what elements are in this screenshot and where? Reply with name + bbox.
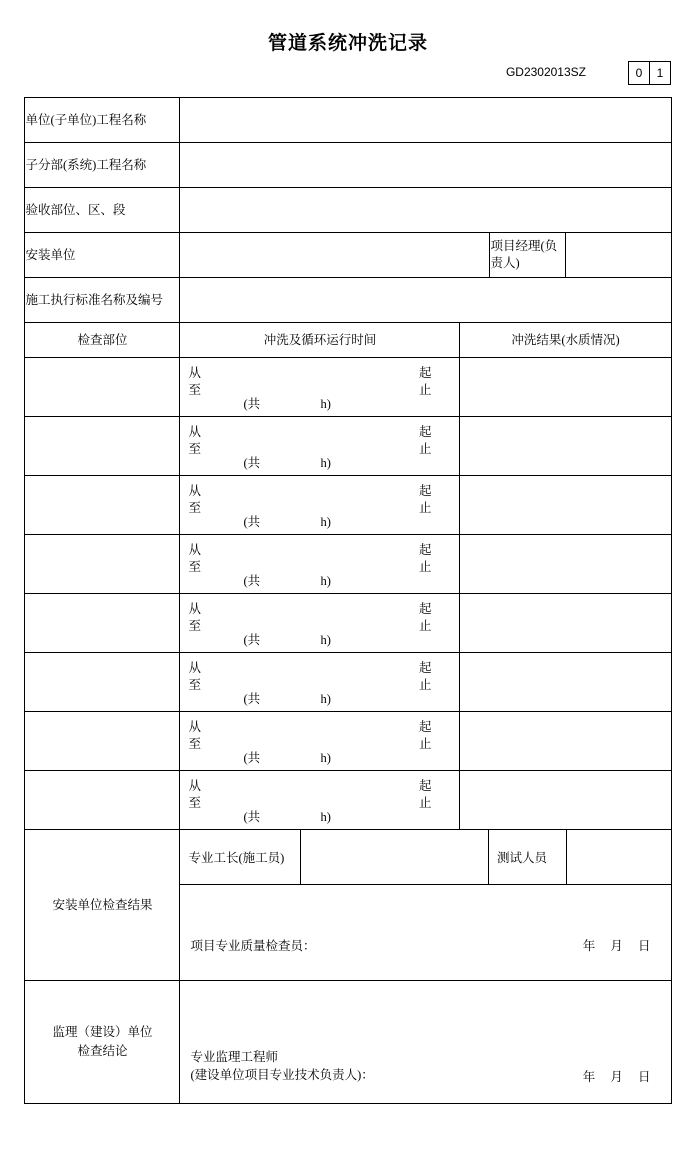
table-header-row bbox=[25, 323, 671, 358]
label-hour-unit: h) bbox=[320, 574, 331, 588]
cell-result[interactable] bbox=[460, 476, 671, 535]
cell-part[interactable] bbox=[25, 358, 180, 417]
table-row-project-name bbox=[25, 98, 671, 143]
supervision-block[interactable] bbox=[180, 981, 671, 1104]
cell-part[interactable] bbox=[25, 712, 180, 771]
label-supervision-line2: 检查结论 bbox=[77, 1044, 128, 1058]
column-header-time: 冲洗及循环运行时间 bbox=[180, 323, 460, 358]
value-acceptance-part[interactable] bbox=[180, 188, 671, 233]
label-total-prefix: (共 bbox=[243, 751, 261, 765]
form-code: GD2302013SZ bbox=[505, 65, 586, 79]
label-total-prefix: (共 bbox=[243, 692, 261, 706]
table-row bbox=[25, 417, 671, 476]
page-title: 管道系统冲洗记录 bbox=[267, 33, 428, 54]
label-install-unit: 安装单位 bbox=[25, 233, 180, 278]
label-stop: 止 bbox=[418, 796, 432, 810]
label-hour-unit: h) bbox=[320, 810, 331, 824]
cell-result[interactable] bbox=[460, 358, 671, 417]
label-tester: 测试人员 bbox=[488, 830, 566, 885]
label-start: 起 bbox=[418, 425, 432, 439]
cell-part[interactable] bbox=[25, 771, 180, 830]
record-form-table bbox=[24, 97, 671, 1104]
label-to: 至 bbox=[188, 560, 201, 574]
column-header-result: 冲洗结果(水质情况) bbox=[460, 323, 671, 358]
value-foreman[interactable] bbox=[300, 830, 488, 885]
label-start: 起 bbox=[418, 543, 432, 557]
cell-part[interactable] bbox=[25, 476, 180, 535]
label-from: 从 bbox=[188, 484, 201, 498]
supervision-signature bbox=[190, 1048, 373, 1086]
value-install-unit[interactable] bbox=[180, 233, 490, 278]
label-project-manager: 项目经理(负责人) bbox=[490, 233, 566, 278]
label-to: 至 bbox=[188, 619, 201, 633]
label-from: 从 bbox=[188, 602, 201, 616]
table-row-acceptance-part bbox=[25, 188, 671, 233]
cell-result[interactable] bbox=[460, 771, 671, 830]
cell-time[interactable] bbox=[180, 535, 460, 594]
label-acceptance-part: 验收部位、区、段 bbox=[25, 188, 180, 233]
page-number-box-1: 0 bbox=[628, 61, 650, 85]
label-subproject-name: 子分部(系统)工程名称 bbox=[25, 143, 180, 188]
label-stop: 止 bbox=[418, 737, 432, 751]
supervision-signer-line1: 专业监理工程师 bbox=[190, 1049, 278, 1064]
cell-part[interactable] bbox=[25, 417, 180, 476]
label-install-result: 安装单位检查结果 bbox=[25, 830, 180, 981]
time-entry[interactable] bbox=[180, 653, 459, 711]
label-total-prefix: (共 bbox=[243, 397, 261, 411]
cell-part[interactable] bbox=[25, 653, 180, 712]
time-entry[interactable] bbox=[180, 712, 459, 770]
time-entry[interactable] bbox=[180, 594, 459, 652]
table-row bbox=[25, 358, 671, 417]
table-row-supervision bbox=[25, 981, 671, 1104]
label-from: 从 bbox=[188, 661, 201, 675]
value-project-name[interactable] bbox=[180, 98, 671, 143]
label-hour-unit: h) bbox=[320, 515, 331, 529]
label-hour-unit: h) bbox=[320, 751, 331, 765]
cell-time[interactable] bbox=[180, 417, 460, 476]
label-start: 起 bbox=[418, 366, 432, 380]
label-start: 起 bbox=[418, 720, 432, 734]
table-row bbox=[25, 712, 671, 771]
table-row-install-unit bbox=[25, 233, 671, 278]
label-total-prefix: (共 bbox=[243, 810, 261, 824]
label-to: 至 bbox=[188, 501, 201, 515]
label-quality-inspector: 项目专业质量检查员： bbox=[190, 939, 316, 953]
time-entry[interactable] bbox=[180, 358, 459, 416]
label-foreman: 专业工长(施工员) bbox=[180, 830, 300, 885]
cell-time[interactable] bbox=[180, 358, 460, 417]
time-entry[interactable] bbox=[180, 476, 459, 534]
label-stop: 止 bbox=[418, 678, 432, 692]
page-number-boxes bbox=[628, 61, 671, 85]
value-subproject-name[interactable] bbox=[180, 143, 671, 188]
label-from: 从 bbox=[188, 779, 201, 793]
label-total-prefix: (共 bbox=[243, 633, 261, 647]
label-to: 至 bbox=[188, 442, 201, 456]
label-total-prefix: (共 bbox=[243, 574, 261, 588]
time-entry[interactable] bbox=[180, 771, 459, 829]
table-row-standard bbox=[25, 278, 671, 323]
label-to: 至 bbox=[188, 678, 201, 692]
label-hour-unit: h) bbox=[320, 633, 331, 647]
label-supervision-line1: 监理（建设）单位 bbox=[52, 1025, 153, 1040]
cell-time[interactable] bbox=[180, 476, 460, 535]
code-row bbox=[0, 61, 696, 91]
label-stop: 止 bbox=[418, 501, 432, 515]
cell-result[interactable] bbox=[460, 535, 671, 594]
page-number-box-2: 1 bbox=[650, 61, 671, 85]
label-project-name: 单位(子单位)工程名称 bbox=[25, 98, 180, 143]
label-to: 至 bbox=[188, 796, 201, 810]
label-stop: 止 bbox=[418, 560, 432, 574]
cell-time[interactable] bbox=[180, 771, 460, 830]
label-start: 起 bbox=[418, 602, 432, 616]
label-from: 从 bbox=[188, 425, 201, 439]
time-entry[interactable] bbox=[180, 535, 459, 593]
column-header-part: 检查部位 bbox=[25, 323, 180, 358]
label-to: 至 bbox=[188, 383, 201, 397]
cell-result[interactable] bbox=[460, 653, 671, 712]
cell-part[interactable] bbox=[25, 535, 180, 594]
table-row bbox=[25, 771, 671, 830]
cell-result[interactable] bbox=[460, 712, 671, 771]
install-result-inner bbox=[180, 830, 670, 980]
label-from: 从 bbox=[188, 720, 201, 734]
time-entry[interactable] bbox=[180, 417, 459, 475]
cell-time[interactable] bbox=[180, 653, 460, 712]
table-row-subproject-name bbox=[25, 143, 671, 188]
value-standard[interactable] bbox=[180, 278, 671, 323]
label-hour-unit: h) bbox=[320, 397, 331, 411]
label-install-date: 年 月 日 bbox=[582, 939, 657, 953]
label-supervision bbox=[25, 981, 180, 1104]
install-result-signatures bbox=[180, 830, 671, 885]
cell-result[interactable] bbox=[460, 417, 671, 476]
install-result-block bbox=[180, 830, 671, 981]
table-row-install-result bbox=[25, 830, 671, 981]
table-row bbox=[25, 535, 671, 594]
table-row bbox=[25, 594, 671, 653]
table-row bbox=[25, 476, 671, 535]
label-hour-unit: h) bbox=[320, 692, 331, 706]
label-from: 从 bbox=[188, 366, 201, 380]
supervision-signer-line2: (建设单位项目专业技术负责人)： bbox=[190, 1068, 374, 1083]
label-supervision-date: 年 月 日 bbox=[582, 1070, 657, 1084]
label-total-prefix: (共 bbox=[243, 456, 261, 470]
cell-result[interactable] bbox=[460, 594, 671, 653]
cell-time[interactable] bbox=[180, 712, 460, 771]
table-row bbox=[25, 653, 671, 712]
label-stop: 止 bbox=[418, 619, 432, 633]
label-start: 起 bbox=[418, 779, 432, 793]
label-stop: 止 bbox=[418, 383, 432, 397]
label-to: 至 bbox=[188, 737, 201, 751]
label-hour-unit: h) bbox=[320, 456, 331, 470]
label-start: 起 bbox=[418, 484, 432, 498]
label-standard: 施工执行标准名称及编号 bbox=[25, 278, 180, 323]
label-from: 从 bbox=[188, 543, 201, 557]
label-total-prefix: (共 bbox=[243, 515, 261, 529]
label-start: 起 bbox=[418, 661, 432, 675]
value-project-manager[interactable] bbox=[566, 233, 671, 278]
value-tester[interactable] bbox=[566, 830, 671, 885]
cell-time[interactable] bbox=[180, 594, 460, 653]
supervision-inner[interactable] bbox=[180, 981, 670, 1103]
cell-part[interactable] bbox=[25, 594, 180, 653]
label-stop: 止 bbox=[418, 442, 432, 456]
